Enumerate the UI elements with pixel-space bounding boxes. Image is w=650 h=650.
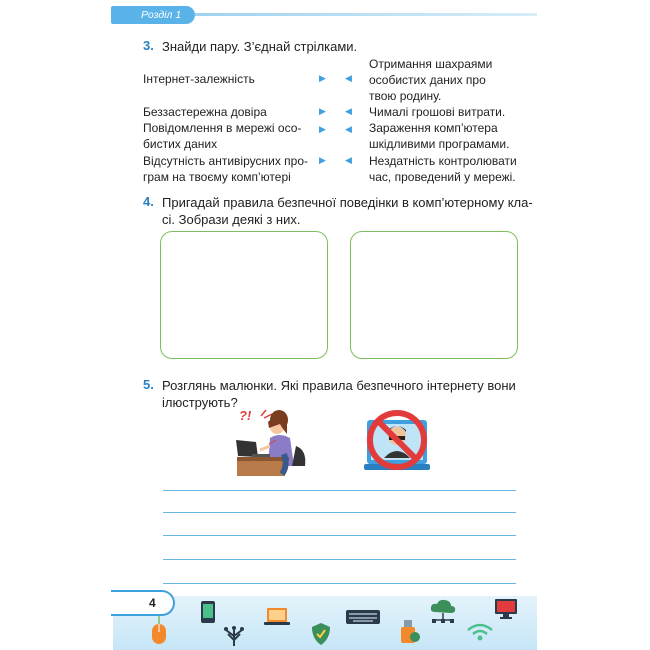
- prohibition-icon: [362, 406, 432, 478]
- answer-line-1[interactable]: [163, 490, 516, 491]
- answer-line-3[interactable]: [163, 535, 516, 536]
- page-number-tab: [111, 590, 175, 616]
- keyboard-icon: [345, 609, 381, 625]
- task4-text: Пригадай правила безпечної поведінки в комп’ютерному кла- сі. Зобрази деякі з них.: [162, 195, 533, 227]
- answer-line-2[interactable]: [163, 512, 516, 513]
- left-arrow-icon[interactable]: ◀: [345, 124, 352, 134]
- right-item-2: Чималі грошові витрати.: [369, 105, 506, 119]
- right-item-3: Зараження комп’ютера шкідливими програмами.: [369, 121, 510, 151]
- usb-icon: [222, 622, 246, 646]
- header-rule: [195, 13, 537, 16]
- right-arrow-icon[interactable]: ▶: [319, 106, 326, 116]
- left-item-2: Беззастережна довіра: [143, 105, 267, 119]
- task5-number: 5.: [143, 377, 154, 392]
- phone-icon: [200, 600, 216, 624]
- page-number: 4: [149, 596, 156, 610]
- drawing-box-right[interactable]: [350, 231, 518, 359]
- left-arrow-icon[interactable]: ◀: [345, 106, 352, 116]
- task5-text: Розглянь малюнки. Які правила безпечного інтернету вони ілюструють?: [162, 378, 516, 410]
- right-arrow-icon[interactable]: ▶: [319, 73, 326, 83]
- left-item-3: Повідомлення в мережі осо- бистих даних: [143, 121, 302, 151]
- hacker-prohibition-illustration: [362, 406, 432, 478]
- wifi-icon: [466, 622, 494, 642]
- right-item-4: Нездатність контролювати час, проведений у мережі.: [369, 154, 517, 184]
- answer-line-4[interactable]: [163, 559, 516, 560]
- mouse-icon: [150, 616, 168, 646]
- section-label: Розділ 1: [141, 9, 182, 21]
- monitor-icon: [494, 598, 518, 620]
- shield-icon: [311, 622, 331, 646]
- task3-number: 3.: [143, 38, 154, 53]
- girl-laptop-illustration: [222, 404, 312, 480]
- right-arrow-icon[interactable]: ▶: [319, 124, 326, 134]
- task3-prompt: Знайди пару. З’єднай стрілками.: [162, 39, 358, 54]
- left-arrow-icon[interactable]: ◀: [345, 73, 352, 83]
- flash-drive-icon: [399, 619, 421, 645]
- answer-line-5[interactable]: [163, 583, 516, 584]
- exclamation-question-text: ?!: [239, 408, 252, 423]
- left-arrow-icon[interactable]: ◀: [345, 155, 352, 165]
- cloud-network-icon: [428, 598, 458, 624]
- girl-laptop-graphic: [222, 404, 312, 480]
- right-item-1: Отримання шахраями особистих даних про твою родину.: [369, 57, 493, 103]
- laptop-icon: [263, 607, 291, 627]
- section-tab: [111, 6, 195, 24]
- left-item-4: Відсутність антивірусних про- грам на твоєму комп’ютері: [143, 154, 308, 184]
- task4-number: 4.: [143, 194, 154, 209]
- drawing-box-left[interactable]: [160, 231, 328, 359]
- left-item-1: Інтернет-залежність: [143, 72, 255, 86]
- right-arrow-icon[interactable]: ▶: [319, 155, 326, 165]
